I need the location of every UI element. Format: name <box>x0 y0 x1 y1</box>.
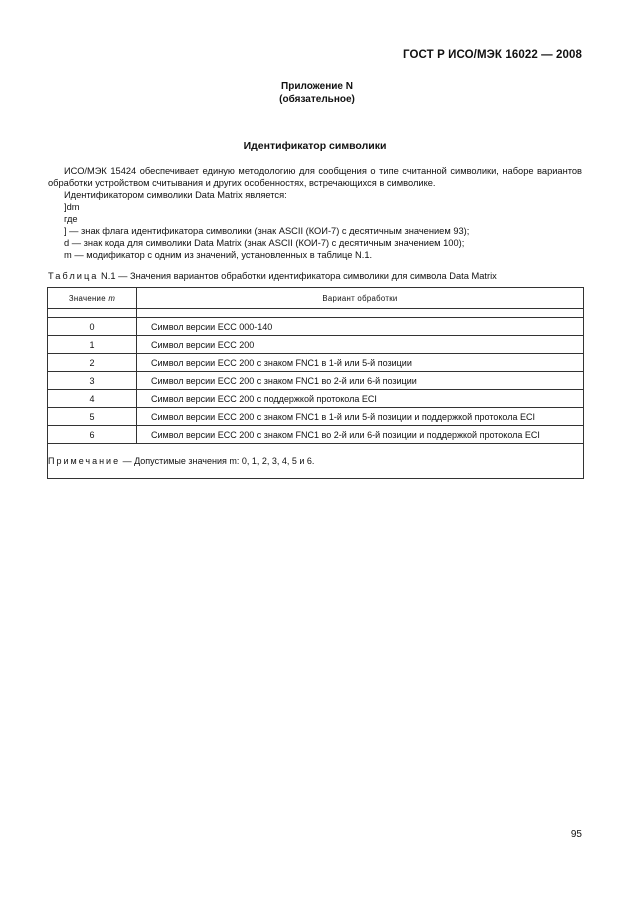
table-row <box>48 372 584 390</box>
header-value-var: m <box>108 293 116 303</box>
row-value: 6 <box>48 426 137 444</box>
note-prefix: Примечание <box>48 456 121 466</box>
annex-status: (обязательное) <box>279 94 355 105</box>
row-value: 1 <box>48 336 137 354</box>
row-value: 4 <box>48 390 137 408</box>
document-header: ГОСТ Р ИСО/МЭК 16022 — 2008 <box>403 49 582 61</box>
table-caption-text: N.1 — Значения вариантов обработки идентификатора символики для символа Data Matrix <box>98 271 497 281</box>
table-row <box>48 336 584 354</box>
row-variant: Символ версии ЕСС 200 <box>137 336 584 354</box>
header-value: Значение m <box>48 288 137 309</box>
options-table <box>47 287 584 479</box>
annex-heading <box>0 80 630 106</box>
row-value: 0 <box>48 318 137 336</box>
row-value: 2 <box>48 354 137 372</box>
row-value: 5 <box>48 408 137 426</box>
paragraph-flag: ] — знак флага идентификатора символики (знак ASCII (КОИ-7) с десятичным значением 93); <box>64 226 470 236</box>
paragraph-intro: ИСО/МЭК 15424 обеспечивает единую методологию для сообщения о типе считанной символики, наборе вариантов обработки устройством считывания и других особенностях, встречающихся в символике. <box>48 166 582 188</box>
table-caption <box>48 271 497 281</box>
table-spacer <box>48 309 584 318</box>
table-row <box>48 390 584 408</box>
table-row <box>48 426 584 444</box>
header-variant: Вариант обработки <box>137 288 584 309</box>
row-variant: Символ версии ЕСС 200 с знаком FNC1 в 1-й или 5-й позиции и поддержкой протокола ECI <box>137 408 584 426</box>
row-variant: Символ версии ЕСС 200 с знаком FNC1 во 2-й или 6-й позиции <box>137 372 584 390</box>
paragraph-where: где <box>64 214 78 224</box>
table-row <box>48 318 584 336</box>
paragraph-code: ]dm <box>64 202 80 212</box>
body-text <box>48 165 582 261</box>
table-note <box>48 444 584 479</box>
section-title: Идентификатор символики <box>243 140 387 152</box>
paragraph-modifier: m — модификатор с одним из значений, установленных в таблице N.1. <box>64 250 373 260</box>
row-variant: Символ версии ЕСС 000-140 <box>137 318 584 336</box>
table-header-row <box>48 288 584 309</box>
row-value: 3 <box>48 372 137 390</box>
note-text: — Допустимые значения m: 0, 1, 2, 3, 4, 5 и 6. <box>120 456 315 466</box>
table-caption-prefix: Таблица <box>48 271 99 281</box>
paragraph-identifier: Идентификатором символики Data Matrix является: <box>64 190 287 200</box>
table-note-row <box>48 444 584 479</box>
table-row <box>48 354 584 372</box>
annex-title: Приложение N <box>281 81 353 92</box>
row-variant: Символ версии ЕСС 200 с поддержкой протокола ECI <box>137 390 584 408</box>
row-variant: Символ версии ЕСС 200 с знаком FNC1 в 1-й или 5-й позиции <box>137 354 584 372</box>
paragraph-code-char: d — знак кода для символики Data Matrix (знак ASCII (КОИ-7) с десятичным значением 100); <box>64 238 465 248</box>
table-row <box>48 408 584 426</box>
page-number: 95 <box>570 829 582 840</box>
row-variant: Символ версии ЕСС 200 с знаком FNC1 во 2-й или 6-й позиции и поддержкой протокола ECI <box>137 426 584 444</box>
